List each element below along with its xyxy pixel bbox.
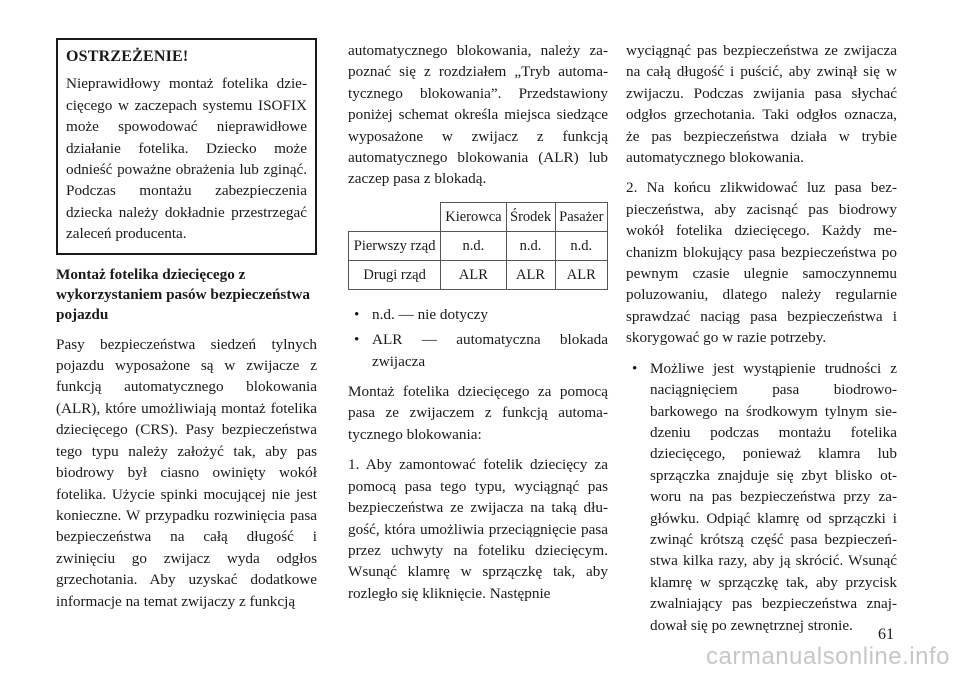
note-item: • Możliwe jest wystąpienie trudności z naciągnięciem pasa biodrowobarkowego na środkowym tylnym siedzeniu podczas montażu fotelika dziecięcego, ponieważ klamra lub sprzączka znajduje się zbyt blisko otworu na pas bezpieczeństwa przy zagłówku. Odpiąć klamrę od sprzączki i zwinąć krótszą część pasa bezpieczeństwa kilka razy, aby ją skrócić. Wsunąć klamrę w sprzączkę tak, aby przycisk zwalniający pas bezpieczeństwa znajdował się po zewnętrznej stronie. — [626, 358, 897, 636]
warning-title: OSTRZEŻENIE! — [66, 48, 189, 65]
column-right — [626, 40, 897, 645]
legend-item: • n.d. — nie dotyczy — [348, 304, 608, 325]
table-cell: n.d. — [555, 231, 607, 260]
legend-item: • ALR — automatyczna blokada zwijacza — [348, 329, 608, 372]
seating-table — [348, 202, 608, 290]
table-row — [349, 260, 608, 289]
table-cell: n.d. — [506, 231, 555, 260]
table-cell: ALR — [555, 260, 607, 289]
body-paragraph: Montaż fotelika dziecięcego za pomocą pasa ze zwijaczem z funkcją automatycznego blokowania: — [348, 383, 608, 443]
column-middle — [348, 40, 608, 613]
body-paragraph: automatycznego blokowania, należy zapoznać się z rozdziałem „Tryb automatycznego blokowania”. Przedstawiony poniżej schemat określa miejsca siedzące wyposażone w zwijacz z funkcją automatycznego blokowania (ALR) lub zaczep pasa z blokadą. — [348, 42, 608, 188]
warning-box — [56, 38, 317, 255]
table-header: Kierowca — [441, 202, 506, 231]
watermark: carmanualsonline.info — [706, 643, 950, 670]
column-left — [56, 38, 317, 621]
step-1: 1. Aby zamontować fotelik dziecięcy za pomocą pasa tego typu, wyciągnąć pas bezpieczeństwa ze zwijacza na taką długość, która umożliwia przeciągnięcie pasa przez uchwyty na foteliku dziecięcym. Wsunąć klamrę w sprzączkę tak, aby rozległo się kliknięcie. Następnie — [348, 456, 608, 602]
body-paragraph: Pasy bezpieczeństwa siedzeń tylnych pojazdu wyposażone są w zwijacze z funkcją automatycznego blokowania (ALR), które umożliwiają montaż fotelika dziecięcego (CRS). Pasy bezpieczeństwa tego typu należy założyć tak, aby pas biodrowy był ciasno owinięty wokół fotelika. Użycie spinki mocującej nie jest konieczne. W przypadku rozwinięcia pasa bezpieczeństwa na całą długość i zwinięciu go zwijacz wyda odgłos grzechotania. Aby uzyskać dodatkowe informacje na temat zwijaczy z funkcją — [56, 335, 317, 610]
table-cell: ALR — [506, 260, 555, 289]
legend-list — [348, 304, 608, 372]
table-row-label: Drugi rząd — [349, 260, 441, 289]
table-row-label: Pierwszy rząd — [349, 231, 441, 260]
table-cell: n.d. — [441, 231, 506, 260]
table-cell: ALR — [441, 260, 506, 289]
table-header: Pasażer — [555, 202, 607, 231]
section-heading: Montaż fotelika dziecięcego z wykorzystaniem pasów bezpieczeństwa pojazdu — [56, 265, 310, 323]
note-list — [626, 358, 897, 636]
table-header: Środek — [506, 202, 555, 231]
table-corner-cell — [349, 202, 441, 231]
step-2: 2. Na końcu zlikwidować luz pasa bezpieczeństwa, aby zacisnąć pas biodrowy wokół fotelika dziecięcego. Każdy mechanizm blokujący pasa bezpieczeństwa po pewnym czasie ulegnie samoczynnemu poluzowaniu, dlatego należy regularnie sprawdzać naciąg pasa bezpieczeństwa i skorygować go w razie potrzeby. — [626, 179, 897, 347]
page-number: 61 — [878, 626, 894, 643]
table-header-row — [349, 202, 608, 231]
warning-text: Nieprawidłowy montaż fotelika dziecięcego w zaczepach systemu ISOFIX może spowodować nieprawidłowe działanie fotelika. Dziecko może odnieść poważne obrażenia lub zginąć. Podczas montażu zabezpieczenia dziecka należy dokładnie przestrzegać zaleceń producenta. — [66, 75, 307, 243]
body-paragraph: wyciągnąć pas bezpieczeństwa ze zwijacza na całą długość i puścić, aby zwinął się w zwijaczu. Podczas zwijania pasa słychać odgłos grzechotania. Taki odgłos oznacza, że pas bezpieczeństwa działa w trybie automatycznego blokowania. — [626, 42, 897, 167]
table-row — [349, 231, 608, 260]
